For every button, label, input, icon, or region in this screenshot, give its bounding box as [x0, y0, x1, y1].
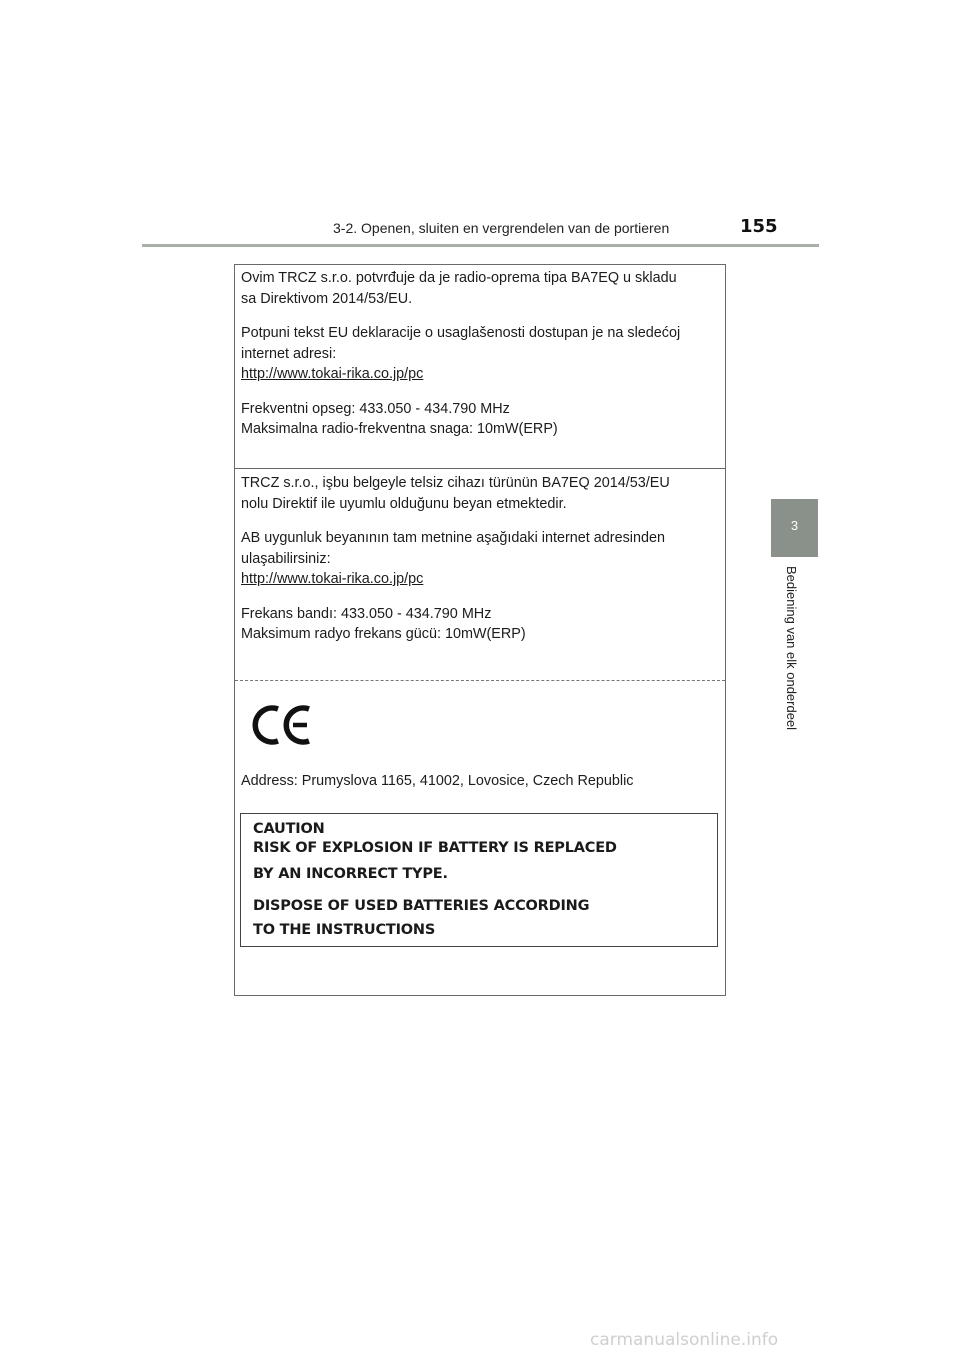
manufacturer-address: Address: Prumyslova 1165, 41002, Lovosice, Czech Republic	[241, 773, 634, 789]
serbian-line-6: Maksimalna radio-frekventna snaga: 10mW(ERP)	[241, 421, 558, 437]
turkish-section	[235, 468, 725, 645]
serbian-line-2: sa Direktivom 2014/53/EU.	[241, 290, 413, 307]
chapter-tab: 3	[771, 499, 818, 557]
caution-line-4: TO THE INSTRUCTIONS	[253, 922, 436, 938]
page-number: 155	[740, 216, 778, 237]
serbian-line-1: Ovim TRCZ s.r.o. potvrđuje da je radio-oprema tipa BA7EQ u skladu	[241, 270, 677, 286]
caution-title: CAUTION	[253, 821, 325, 837]
ce-section	[235, 680, 725, 975]
declaration-box	[234, 264, 726, 996]
caution-line-2: BY AN INCORRECT TYPE.	[253, 866, 448, 882]
turkish-line-3: AB uygunluk beyanının tam metnine aşağıdaki internet adresinden	[241, 530, 665, 546]
header-rule	[142, 244, 819, 247]
serbian-line-3: Potpuni tekst EU deklaracije o usaglašenosti dostupan je na sledećoj	[241, 325, 681, 341]
turkish-line-5: Frekans bandı: 433.050 - 434.790 MHz	[241, 605, 492, 622]
caution-line-1: RISK OF EXPLOSION IF BATTERY IS REPLACED	[253, 840, 617, 856]
ce-mark-icon	[251, 703, 315, 747]
turkish-line-4: ulaşabilirsiniz:	[241, 550, 331, 567]
serbian-line-5: Frekventni opseg: 433.050 - 434.790 MHz	[241, 400, 510, 417]
turkish-line-1: TRCZ s.r.o., işbu belgeyle telsiz cihazı türünün BA7EQ 2014/53/EU	[241, 475, 670, 491]
watermark: carmanualsonline.info	[590, 1330, 779, 1350]
header-title: 3-2. Openen, sluiten en vergrendelen van de portieren	[333, 220, 670, 236]
serbian-link[interactable]: http://www.tokai-rika.co.jp/pc	[241, 366, 424, 382]
turkish-link[interactable]: http://www.tokai-rika.co.jp/pc	[241, 571, 424, 587]
turkish-line-6: Maksimum radyo frekans gücü: 10mW(ERP)	[241, 626, 526, 642]
turkish-line-2: nolu Direktif ile uyumlu olduğunu beyan etmektedir.	[241, 495, 567, 512]
caution-box	[240, 813, 718, 947]
chapter-side-label: Bediening van elk onderdeel	[784, 566, 799, 731]
serbian-section	[235, 265, 725, 440]
caution-line-3: DISPOSE OF USED BATTERIES ACCORDING	[253, 898, 590, 914]
serbian-line-4: internet adresi:	[241, 345, 337, 362]
